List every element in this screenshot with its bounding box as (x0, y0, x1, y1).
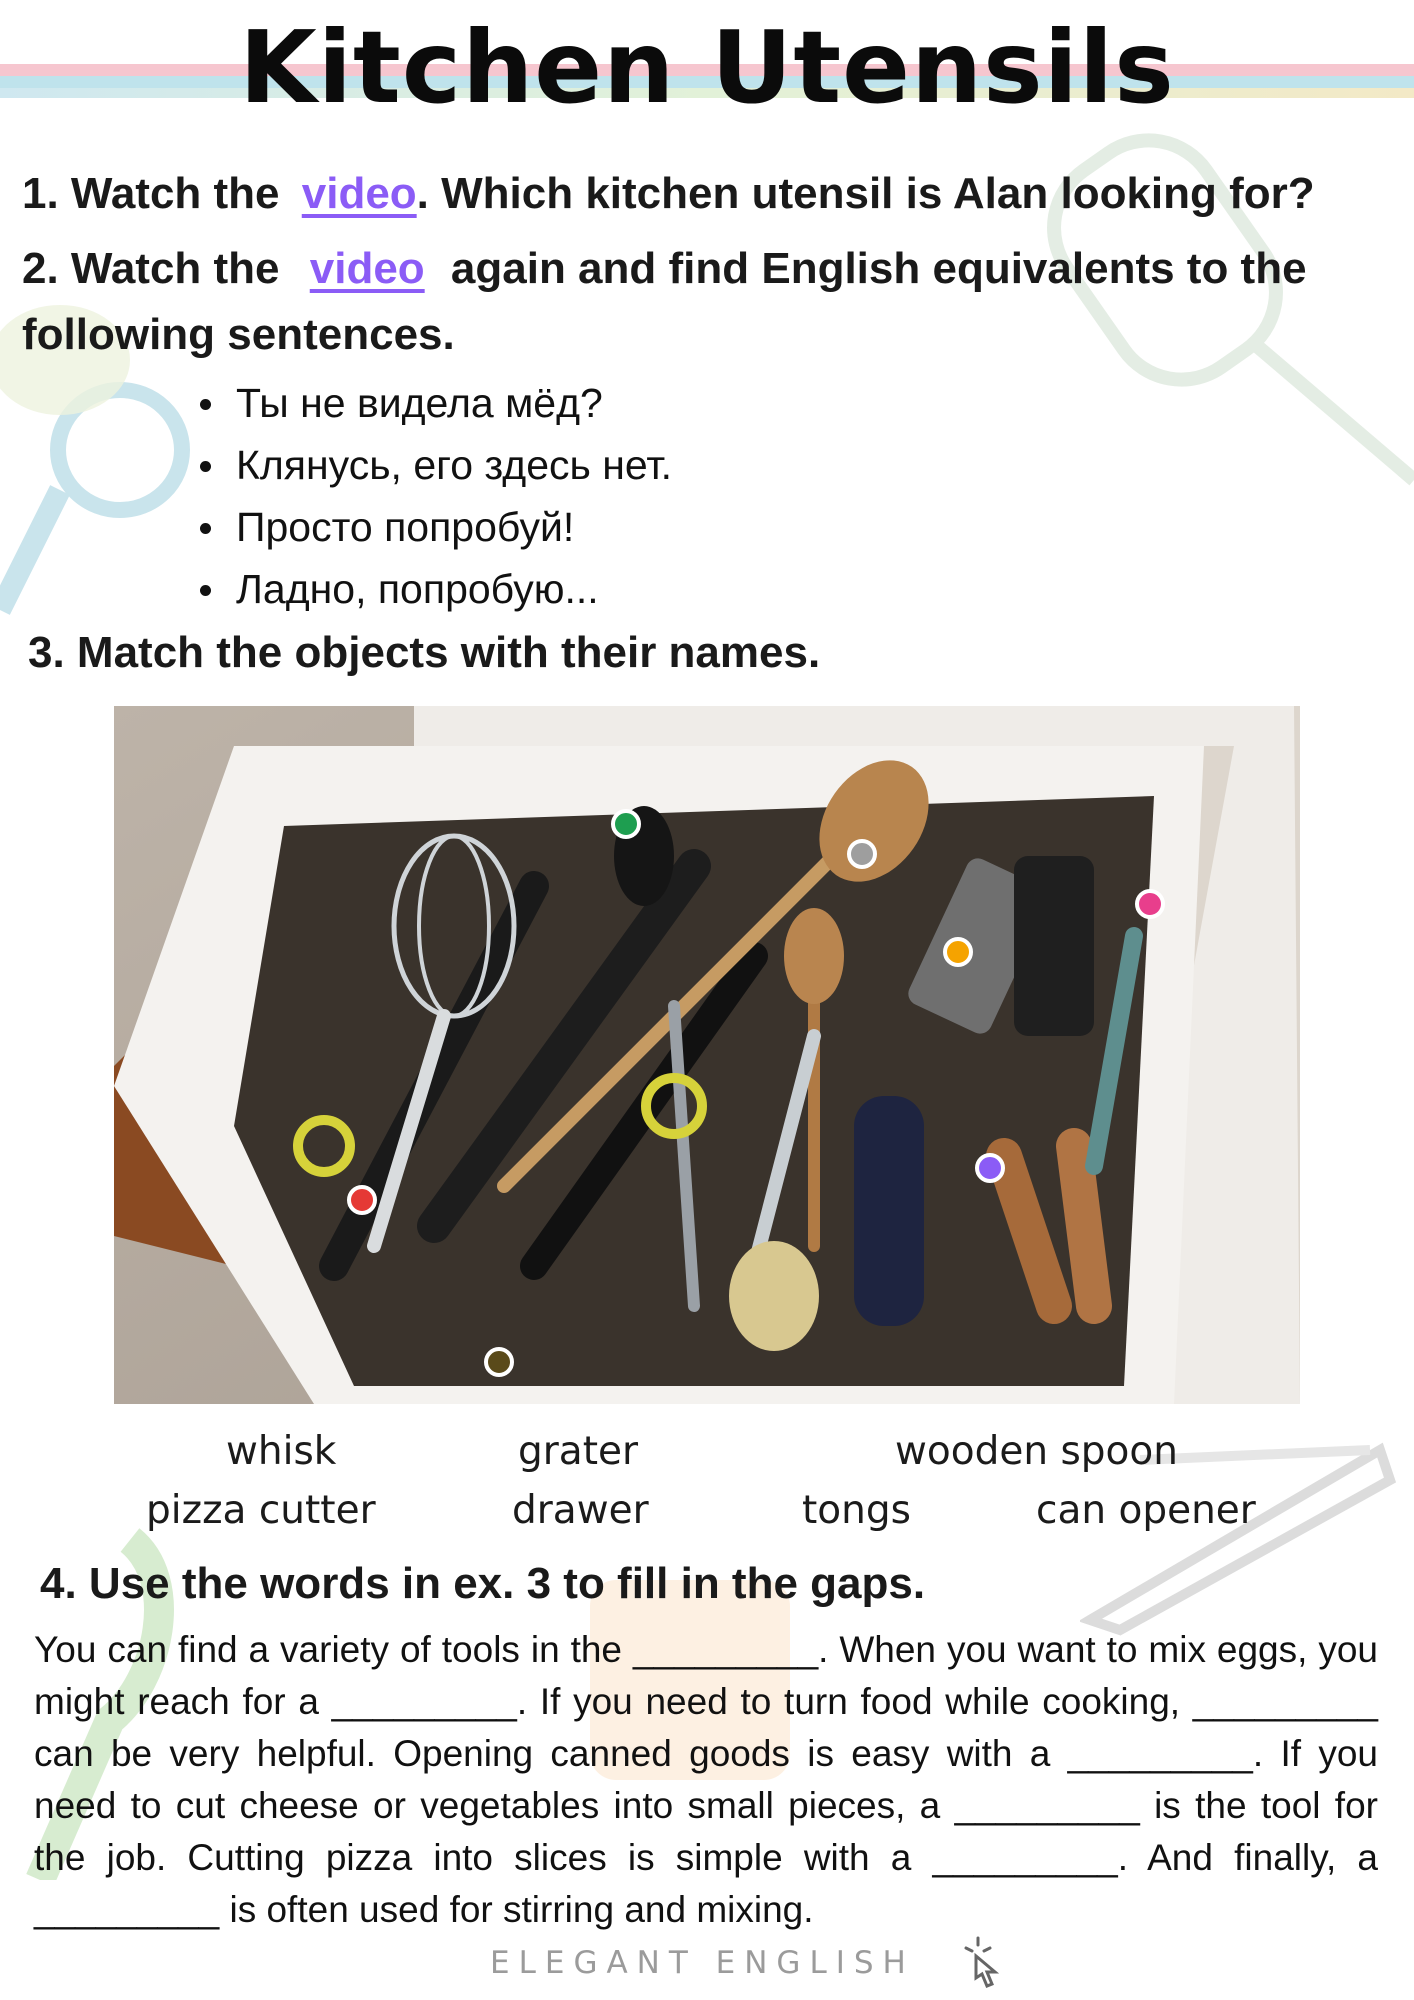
footer-brand-text: ELEGANT ENGLISH (490, 1945, 915, 1981)
marker-dot (613, 811, 639, 837)
list-item: Клянусь, его здесь нет. (200, 434, 672, 496)
task-2-prefix: 2. Watch the (22, 244, 280, 293)
word-wooden-spoon: wooden spoon (895, 1429, 1178, 1474)
marker-dot (945, 939, 971, 965)
fill-gaps-paragraph: You can find a variety of tools in the _________. When you want to mix eggs, you might reach for a _________. If you need to turn food while cooking, _________ can be very helpful. Opening canned goods is easy with a _________. If you need to cut cheese or vegetables into small pieces, a _________ is the tool for the job. Cutting pizza into slices is simple with a _________. And finally, a _________ is often used for stirring and mixing. (34, 1629, 1378, 1930)
list-item: Ты не видела мёд? (200, 372, 672, 434)
word-drawer: drawer (512, 1488, 649, 1533)
task-3: 3. Match the objects with their names. (28, 628, 821, 677)
marker-dot (977, 1155, 1003, 1181)
list-item: Ладно, попробую... (200, 558, 672, 620)
word-can-opener: can opener (1036, 1488, 1256, 1533)
marker-dot (349, 1187, 375, 1213)
word-grater: grater (518, 1429, 639, 1474)
pointer-click-icon (960, 1934, 1016, 1990)
task-1-prefix: 1. Watch the (22, 169, 280, 218)
task-1 (22, 168, 1315, 221)
task-1-suffix: . Which kitchen utensil is Alan looking for? (416, 169, 1315, 218)
marker-dot (849, 841, 875, 867)
task-2-suffix: again and find English equivalents to the (450, 244, 1307, 293)
marker-dot (486, 1349, 512, 1375)
task-2-video-link[interactable]: video (309, 244, 425, 293)
word-pizza-cutter: pizza cutter (146, 1488, 376, 1533)
word-tongs: tongs (802, 1488, 911, 1533)
marker-dot (1137, 891, 1163, 917)
page-title: Kitchen Utensils (239, 9, 1175, 126)
task-2-line-1 (22, 243, 1307, 296)
task-2-line-2: following sentences. (22, 310, 455, 359)
list-item: Просто попробуй! (200, 496, 672, 558)
background-spatula-decor (1020, 100, 1414, 500)
sentence-list (200, 372, 672, 620)
drawer-photo (114, 706, 1300, 1404)
word-whisk: whisk (226, 1429, 337, 1474)
task-4: 4. Use the words in ex. 3 to fill in the gaps. (40, 1559, 926, 1608)
footer-brand (490, 1945, 915, 1981)
drawer-illustration (114, 706, 1300, 1404)
task-1-video-link[interactable]: video (301, 169, 417, 218)
